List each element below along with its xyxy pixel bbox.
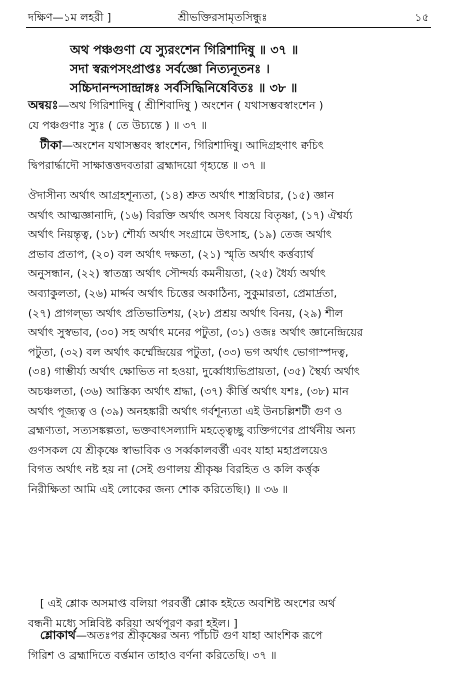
slokartha-section <box>28 626 431 665</box>
header-divider <box>26 27 431 28</box>
translation-line: নিরীক্ষিতা আমি এই লোকের জন্য শোক করিতেছি।) ॥ ৩৬ ॥ <box>28 482 288 496</box>
translation-line: অচঞ্চলতা, (৩৬) আস্তিক্য অর্থাৎ শ্রদ্ধা, (৩৭) কীর্ত্তি অর্থাৎ যশঃ, (৩৮) মান <box>28 384 349 398</box>
translation-line: (২৭) প্রাগল্‌ভ্য অর্থাৎ প্রতিভাতিশয়, (২৮) প্রশ্রয় অর্থাৎ বিনয়, (২৯) শীল <box>28 306 343 320</box>
verse-line-2: সদা স্বরূপসংপ্রাপ্তঃ সর্বজ্ঞো নিত্যনূতনঃ । <box>70 61 270 76</box>
slokartha-line-2: গিরিশ ও ব্রহ্মাদিতে বর্ত্তমান তাহাও বর্ণনা করিতেছি। ৩৭ ॥ <box>28 648 277 662</box>
translation-line: অর্থাৎ সুস্বভাব, (৩০) সহ অর্থাৎ মনের পটুতা, (৩১) ওজঃ অর্থাৎ জ্ঞানেন্দ্রিয়ের <box>28 326 363 340</box>
translation-line: প্রভাব প্রতাপ, (২০) বল অর্থাৎ দক্ষতা, (২১) স্মৃতি অর্থাৎ কর্ত্তব্যার্থ <box>28 247 314 261</box>
tika-label: টীকা <box>40 138 62 152</box>
header-chapter: দক্ষিণ—১ম লহরী ] <box>28 11 112 24</box>
translation-line: (৩৪) গাম্ভীর্য্য অর্থাৎ ক্ষোভিত না হওয়া, দুর্ব্বোধ্যভিপ্রায়তা, (৩৫) স্থৈর্য্য অর্থাৎ <box>28 365 360 379</box>
verse-line-1: অথ পঞ্চগুণা যে স্যুরংশেন গিরিশাদিষু ॥ ৩৭ ॥ <box>70 42 299 57</box>
page-header <box>28 6 429 28</box>
translation-line: অর্থাৎ নিয়ন্তৃত্ব, (১৮) শৌর্য্য অর্থাৎ সংগ্রামে উৎসাহ, (১৯) তেজ অর্থাৎ <box>28 228 332 242</box>
translation-line: অনুসন্ধান, (২২) স্বাতন্ত্র্য অর্থাৎ সৌন্দর্য্য কমনীয়তা, (২৫) ধৈর্য্য অর্থাৎ <box>28 267 326 281</box>
translation-line: গুণসকল যে শ্রীকৃষ্ণে স্বাভাবিক ও সর্ব্বকালবর্ত্তী এবং যাহা মহাপ্রলয়েও <box>28 443 328 457</box>
note-line-2: বন্ধনী মধ্যে সন্নিবিষ্ট করিয়া অর্থপূরণ করা হইল। ] <box>28 616 238 630</box>
sanskrit-verse <box>70 40 435 97</box>
translation-line: অব্যাকুলতা, (২৬) মার্দ্দব অর্থাৎ চিত্তের অকাঠিন্য, সুকুমারতা, প্রেমার্দ্রতা, <box>28 286 338 300</box>
tika-line-1: —অংশেন যথাসম্ভবং স্বাংশেন, গিরিশাদিষু। আদিগ্রহণাৎ ক্বচিৎ <box>61 139 324 152</box>
translation-line: ঔদাসীন্য অর্থাৎ আগ্রহশূন্যতা, (১৪) শ্রুত অর্থাৎ শাস্ত্রবিচার, (১৫) জ্ঞান <box>28 189 334 202</box>
tika-line-2: দ্বিপরার্দ্ধাদৌ সাক্ষাত্তত্তদবতারা ব্রহ্মাদয়ো গৃহ্যন্তে ॥ ৩৭ ॥ <box>28 158 266 172</box>
note-line-1: [ এই শ্লোক অসমাপ্ত বলিয়া পরবর্ত্তী শ্লোক হইতে অবশিষ্ট অংশের অর্থ <box>40 597 336 610</box>
translation-line: ব্রহ্মণ্যতা, সত্যসঙ্কল্পতা, ভক্তবাৎসল্যাদি মহত্ত্বেচ্ছু ব্যক্তিগণের প্রার্থনীয় অন্য <box>28 424 356 438</box>
translation-line: অর্থাৎ আত্মজ্ঞানাদি, (১৬) বিরক্তি অর্থাৎ অসৎ বিষয়ে বিতৃষ্ণা, (১৭) ঐশ্বর্য্য <box>28 208 353 222</box>
anvaya-line-2: যে পঞ্চগুণাঃ স্যুঃ ( তে উচ্যন্তে ) ॥ ৩৭ ॥ <box>28 118 207 132</box>
header-book-title: শ্রীভক্তিরসামৃতসিন্ধুঃ <box>178 11 268 24</box>
slokartha-line-1: —অতঃপর শ্রীকৃষ্ণের অন্য পাঁচটি গুণ যাহা আংশিক রূপে <box>75 629 323 642</box>
translation-line: পটুতা, (৩২) বল অর্থাৎ কর্ম্মেন্দ্রিয়ের পটুতা, (৩৩) ভগ অর্থাৎ ভোগাস্পদত্ব, <box>28 345 349 359</box>
anvaya-section <box>28 96 431 135</box>
anvaya-label: অন্বয়ঃ <box>28 98 59 112</box>
translation-paragraph <box>28 186 431 500</box>
translation-line: অর্থাৎ পূজ্যত্ব ও (৩৯) অনহঙ্কারী অর্থাৎ গর্বশূন্যতা এই উনচল্লিশটী গুণ ও <box>28 404 343 418</box>
translation-line: বিগত অর্থাৎ নষ্ট হয় না (সেই গুণালয় শ্রীকৃষ্ণ বিরহিত ও কলি কর্ত্তৃক <box>28 463 320 477</box>
slokartha-label: শ্লোকার্থ <box>40 628 76 642</box>
header-page-number: ১৫ <box>414 11 429 24</box>
tika-section <box>28 136 431 175</box>
anvaya-line-1: —অথ গিরিশাদিষু ( শ্রীশিবাদিষু ) অংশেন ( যথাসম্ভবস্বাংশেন ) <box>58 99 324 112</box>
verse-line-3: সচ্চিদানন্দসান্দ্রাঙ্গঃ সর্বসিদ্ধিনিষেবিতঃ ॥ ৩৮ ॥ <box>70 80 298 95</box>
